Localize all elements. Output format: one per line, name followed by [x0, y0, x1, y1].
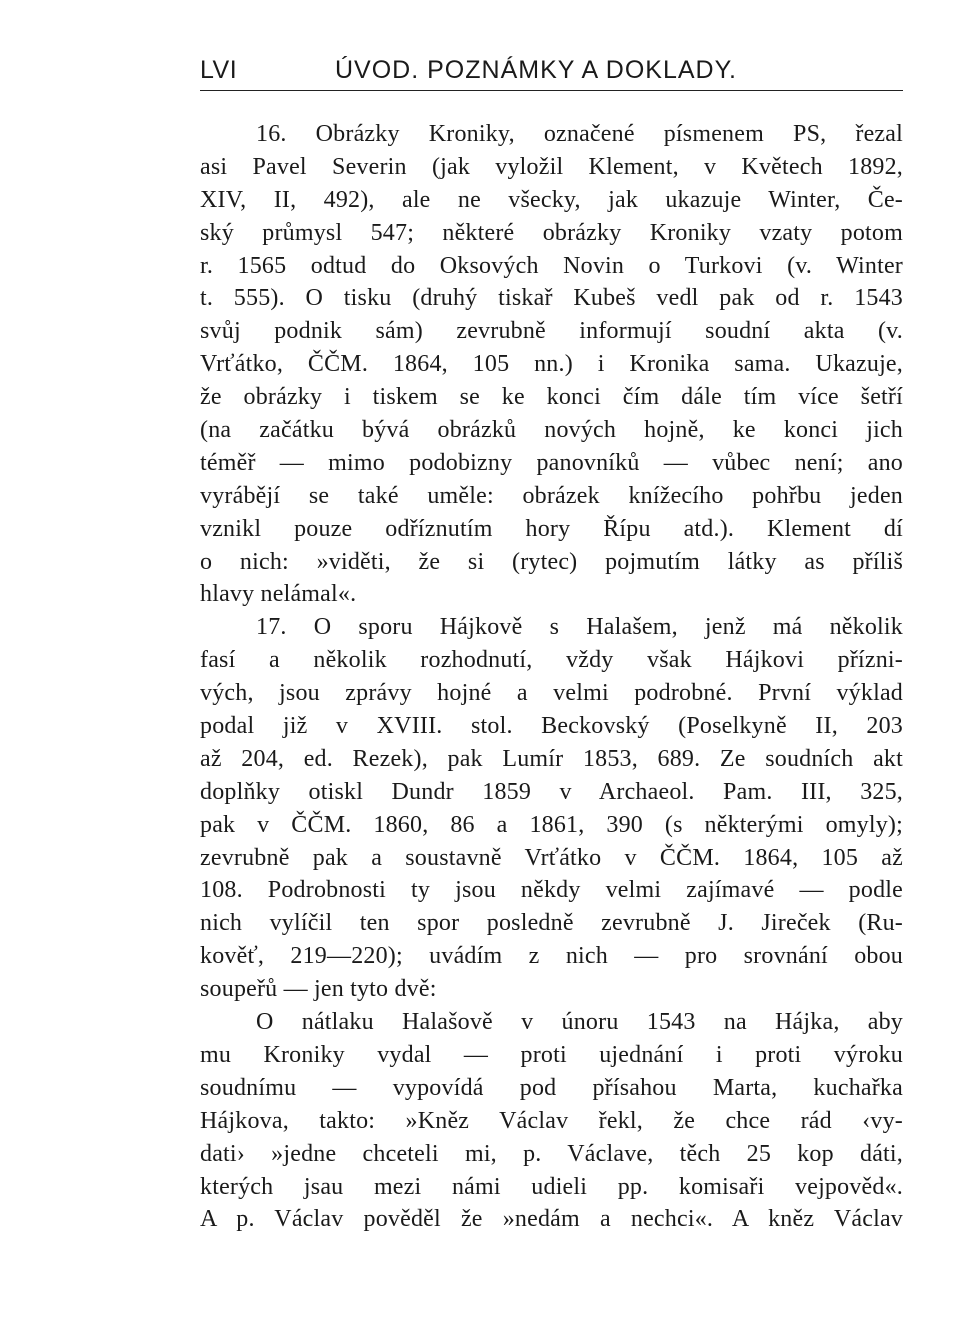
- text-line: vznikl pouze odříznutím hory Řípu atd.). Klement dí: [200, 515, 903, 542]
- text-line: až 204, ed. Rezek), pak Lumír 1853, 689. Ze soudních akt: [200, 745, 903, 772]
- text-line: 108. Podrobnosti ty jsou někdy velmi zajímavé — podle: [200, 877, 903, 904]
- text-line: vých, jsou zprávy hojné a velmi podrobné. První výklad: [200, 680, 903, 707]
- text-line: o nich: »viděti, že si (rytec) pojmutím látky as příliš: [200, 548, 903, 575]
- text-line: t. 555). O tisku (druhý tiskař Kubeš vedl pak od r. 1543: [200, 285, 903, 312]
- text-line: fasí a několik rozhodnutí, vždy však Hájkovi přízni-: [200, 647, 903, 674]
- text-line: ský průmysl 547; některé obrázky Kroniky vzaty potom: [200, 219, 903, 246]
- text-line: O nátlaku Halašově v únoru 1543 na Hájka, aby: [256, 1009, 903, 1036]
- text-line: hlavy nelámal«.: [200, 581, 357, 608]
- body-text: [200, 118, 903, 1236]
- text-line: že obrázky i tiskem se ke konci čím dále tím více šetří: [200, 384, 903, 411]
- text-line: XIV, II, 492), ale ne všecky, jak ukazuje Winter, Če-: [200, 186, 903, 213]
- running-title: ÚVOD. POZNÁMKY A DOKLADY.: [335, 56, 737, 84]
- text-line: Hájkova, takto: »Kněz Václav řekl, že chce rád ‹vy-: [200, 1107, 903, 1134]
- text-line: asi Pavel Severin (jak vyložil Klement, v Květech 1892,: [200, 153, 903, 180]
- text-line: mu Kroniky vydal — proti ujednání i proti výroku: [200, 1041, 903, 1068]
- text-line: nich vylíčil ten spor posledně zevrubně J. Jireček (Ru-: [200, 910, 903, 937]
- text-line: (na začátku bývá obrázků nových hojně, ke konci jich: [200, 417, 903, 444]
- text-line: soudnímu — vypovídá pod přísahou Marta, kuchařka: [200, 1074, 903, 1101]
- text-line: doplňky otiskl Dundr 1859 v Archaeol. Pam. III, 325,: [200, 778, 903, 805]
- page-number: LVI: [200, 56, 238, 84]
- text-line: Vrťátko, ČČM. 1864, 105 nn.) i Kronika sama. Ukazuje,: [200, 351, 903, 378]
- text-line: vyrábějí se také uměle: obrázek knížecího pohřbu jeden: [200, 482, 903, 509]
- text-line: 17. O sporu Hájkově s Halašem, jenž má několik: [256, 614, 903, 641]
- header-rule: [200, 90, 903, 91]
- text-line: kterých jsau mezi námi udieli pp. komisaři vejpověd«.: [200, 1173, 903, 1200]
- text-line: soupeřů — jen tyto dvě:: [200, 976, 437, 1003]
- text-line: téměř — mimo podobizny panovníků — vůbec není; ano: [200, 449, 903, 476]
- text-line: svůj podnik sám) zevrubně informují soudní akta (v.: [200, 318, 903, 345]
- text-line: podal již v XVIII. stol. Beckovský (Poselkyně II, 203: [200, 713, 903, 740]
- text-line: 16. Obrázky Kroniky, označené písmenem PS, řezal: [256, 121, 903, 147]
- text-line: kověť, 219—220); uvádím z nich — pro srovnání obou: [200, 943, 903, 970]
- text-line: dati› »jedne chceteli mi, p. Václave, těch 25 kop dáti,: [200, 1140, 903, 1167]
- text-line: r. 1565 odtud do Oksových Novin o Turkovi (v. Winter: [200, 252, 903, 279]
- running-header: [200, 52, 903, 92]
- text-line: A p. Václav pověděl že »nedám a nechci«. A kněz Václav: [200, 1206, 903, 1233]
- text-line: zevrubně pak a soustavně Vrťátko v ČČM. 1864, 105 až: [200, 844, 903, 871]
- text-line: pak v ČČM. 1860, 86 a 1861, 390 (s některými omyly);: [200, 811, 903, 838]
